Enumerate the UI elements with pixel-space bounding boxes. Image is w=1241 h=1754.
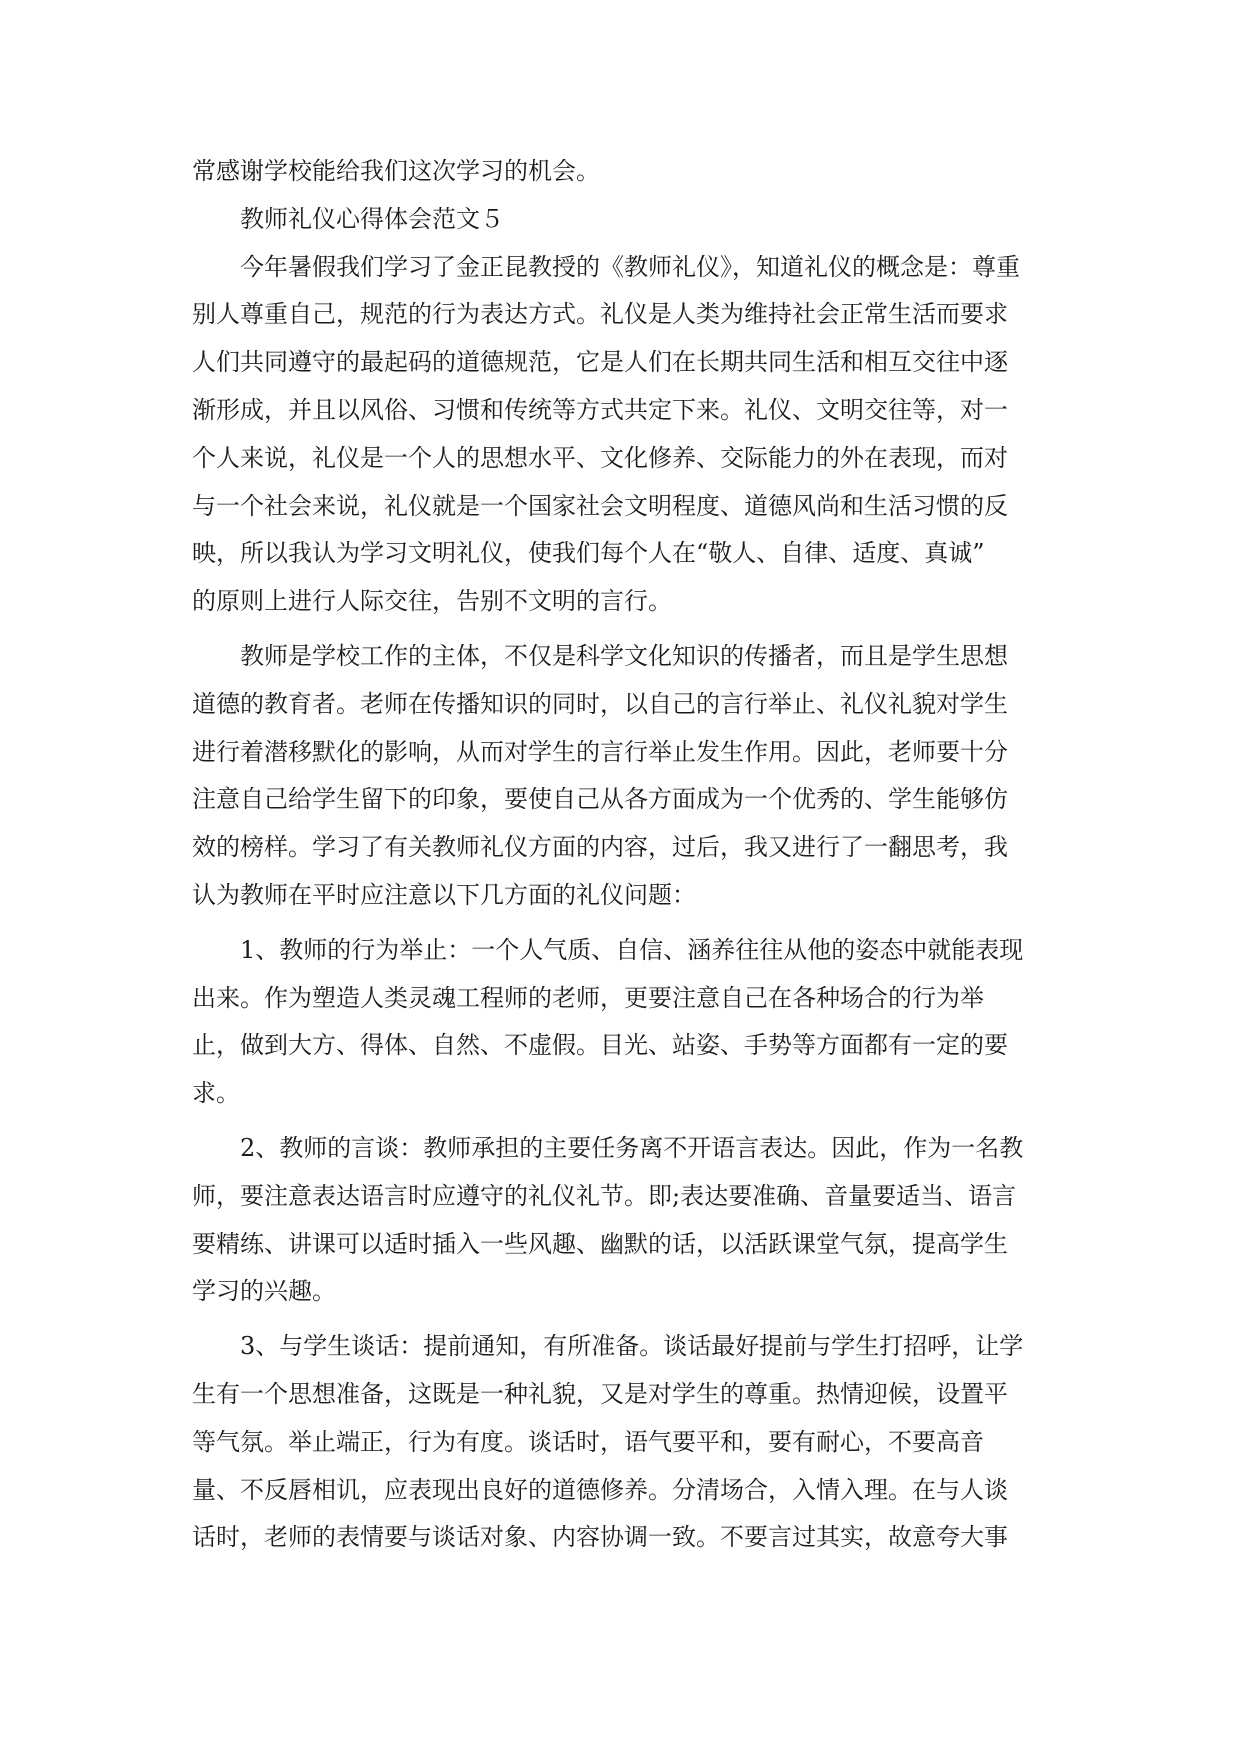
text-line: 2、教师的言谈：教师承担的主要任务离不开语言表达。因此，作为一名教: [240, 1133, 1024, 1162]
text-line: 学习的兴趣。: [192, 1277, 336, 1306]
paragraph-3: [192, 927, 1060, 1118]
text-line: 渐形成，并且以风俗、习惯和传统等方式共定下来。礼仪、文明交往等，对一: [192, 395, 1008, 424]
text-line: 道德的教育者。老师在传播知识的同时，以自己的言行举止、礼仪礼貌对学生: [192, 689, 1008, 718]
text-line: 教师是学校工作的主体，不仅是科学文化知识的传播者，而且是学生思想: [240, 641, 1008, 670]
text-line: 人们共同遵守的最起码的道德规范，它是人们在长期共同生活和相互交往中逐: [192, 348, 1008, 377]
text-line: 止，做到大方、得体、自然、不虚假。目光、站姿、手势等方面都有一定的要: [192, 1031, 1008, 1060]
text-line: 量、不反唇相讥，应表现出良好的道德修养。分清场合，入情入理。在与人谈: [192, 1475, 1008, 1504]
document-body: [192, 148, 1060, 1562]
heading-text: 教师礼仪心得体会范文５: [240, 204, 504, 233]
text-line: 别人尊重自己，规范的行为表达方式。礼仪是人类为维持社会正常生活而要求: [192, 300, 1008, 329]
paragraph-5: [192, 1323, 1060, 1562]
paragraph-2: [192, 633, 1060, 920]
text-line: 话时，老师的表情要与谈话对象、内容协调一致。不要言过其实，故意夸大事: [192, 1523, 1008, 1552]
text-line: 3、与学生谈话：提前通知，有所准备。谈话最好提前与学生打招呼，让学: [240, 1332, 1024, 1361]
text-line: 出来。作为塑造人类灵魂工程师的老师，更要注意自己在各种场合的行为举: [192, 983, 984, 1012]
text-line: 效的榜样。学习了有关教师礼仪方面的内容，过后，我又进行了一翻思考，我: [192, 833, 1008, 862]
text-line: 生有一个思想准备，这既是一种礼貌，又是对学生的尊重。热情迎候，设置平: [192, 1379, 1008, 1408]
text-line: 要精练、讲课可以适时插入一些风趣、幽默的话，以活跃课堂气氛，提高学生: [192, 1229, 1008, 1258]
text-line: 的原则上进行人际交往，告别不文明的言行。: [192, 587, 672, 616]
text-line: 注意自己给学生留下的印象，要使自己从各方面成为一个优秀的、学生能够仿: [192, 785, 1008, 814]
text-line: 1、教师的行为举止：一个人气质、自信、涵养往往从他的姿态中就能表现: [240, 935, 1024, 964]
paragraph-1: [192, 244, 1060, 626]
text-line: 师，要注意表达语言时应遵守的礼仪礼节。即;表达要准确、音量要适当、语言: [192, 1181, 1017, 1210]
text-line: 等气氛。举止端正，行为有度。谈话时，语气要平和，要有耐心，不要高音: [192, 1427, 984, 1456]
paragraph-continuation: [192, 148, 1060, 196]
text-line: 进行着潜移默化的影响，从而对学生的言行举止发生作用。因此，老师要十分: [192, 737, 1008, 766]
text-line: 与一个社会来说，礼仪就是一个国家社会文明程度、道德风尚和生活习惯的反: [192, 491, 1008, 520]
text-line: 求。: [192, 1079, 240, 1108]
text-line: 今年暑假我们学习了金正昆教授的《教师礼仪》，知道礼仪的概念是：尊重: [240, 252, 1020, 281]
text-line: 认为教师在平时应注意以下几方面的礼仪问题：: [192, 880, 696, 909]
text-line: 映，所以我认为学习文明礼仪，使我们每个人在“敬人、自律、适度、真诚”: [192, 539, 985, 568]
text-line: 常感谢学校能给我们这次学习的机会。: [192, 157, 600, 185]
text-line: 个人来说，礼仪是一个人的思想水平、文化修养、交际能力的外在表现，而对: [192, 443, 1008, 472]
section-heading: [192, 196, 1060, 244]
paragraph-4: [192, 1125, 1060, 1316]
